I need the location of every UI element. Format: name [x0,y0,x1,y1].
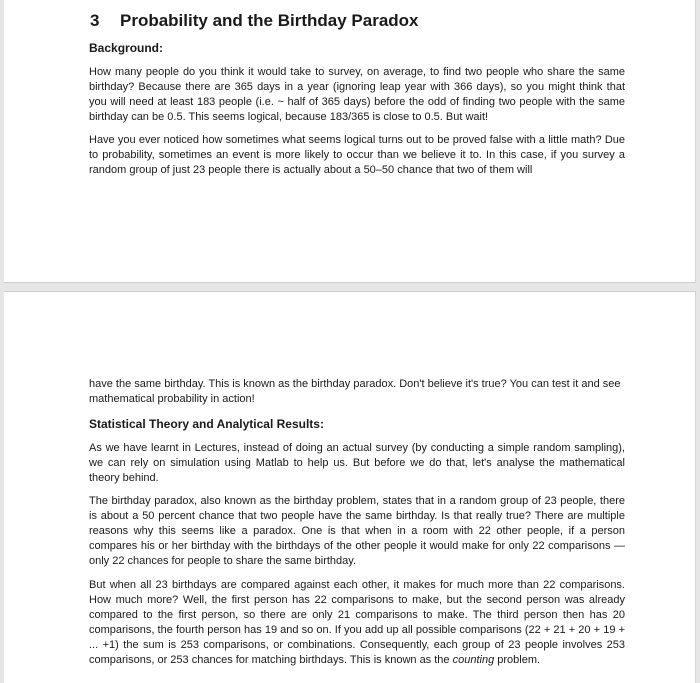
theory-paragraph-2: The birthday paradox, also known as the birthday problem, states that in a random group of 23 people, there is about a 50 percent chance that two people have the same birthday. Is that really true? There are multiple reasons why this seems like a paradox. One is that when in a room with 22 other people, if a person compares his or her birthday with the birthdays of the other people it would make for only 22 comparisons — only 22 chances for people to share the same birthday. [89,495,625,567]
counting-emphasis: counting [452,654,495,666]
section-title [90,11,419,31]
counting-paragraph-text: But when all 23 birthdays are compared against each other, it makes for much more than 22 comparisons. How much more? Well, the first person has 22 comparisons to make, but the second person was already compared to the first person, so there are only 21 comparisons to make. The third person then has 20 comparisons, the fourth person has 19 and so on. If you add up all possible comparisons (22 + 21 + 20 + 19 + ... +1) the sum is 253 comparisons, or combinations. Consequently, each group of 23 people involves 253 comparisons, or 253 chances for matching birthdays. This is known as the [89,579,625,666]
section-number: 3 [90,11,100,30]
background-heading: Background: [89,41,164,55]
document-page-2 [4,291,696,683]
continued-paragraph: have the same birthday. This is known as the birthday paradox. Don't believe it's true? You can test it and see mathematical probability in action! [89,378,621,405]
theory-heading: Statistical Theory and Analytical Results: [89,417,324,431]
counting-paragraph-end: problem. [494,654,541,666]
section-title-text: Probability and the Birthday Paradox [120,11,419,30]
theory-paragraph-1: As we have learnt in Lectures, instead of doing an actual survey (by conducting a simple random sampling), we can rely on simulation using Matlab to help us. But before we do that, let's analyse the mathematical theory behind. [89,442,625,484]
background-paragraph-2: Have you ever noticed how sometimes what seems logical turns out to be proved false with a little math? Due to probability, sometimes an event is more likely to occur than we believe it to. In this case, if you survey a random group of just 23 people there is actually about a 50–50 chance that two of them will [89,134,625,176]
background-paragraph-1: How many people do you think it would take to survey, on average, to find two people who share the same birthday? Because there are 365 days in a year (ignoring leap year with 366 days), so you might think that you will need at least 183 people (i.e. ~ half of 365 days) before the odd of finding two people with the same birthday can be 0.5. This seems logical, because 183/365 is close to 0.5. But wait! [89,66,625,123]
document-page-1 [4,0,696,283]
theory-paragraph-3 [89,578,625,668]
